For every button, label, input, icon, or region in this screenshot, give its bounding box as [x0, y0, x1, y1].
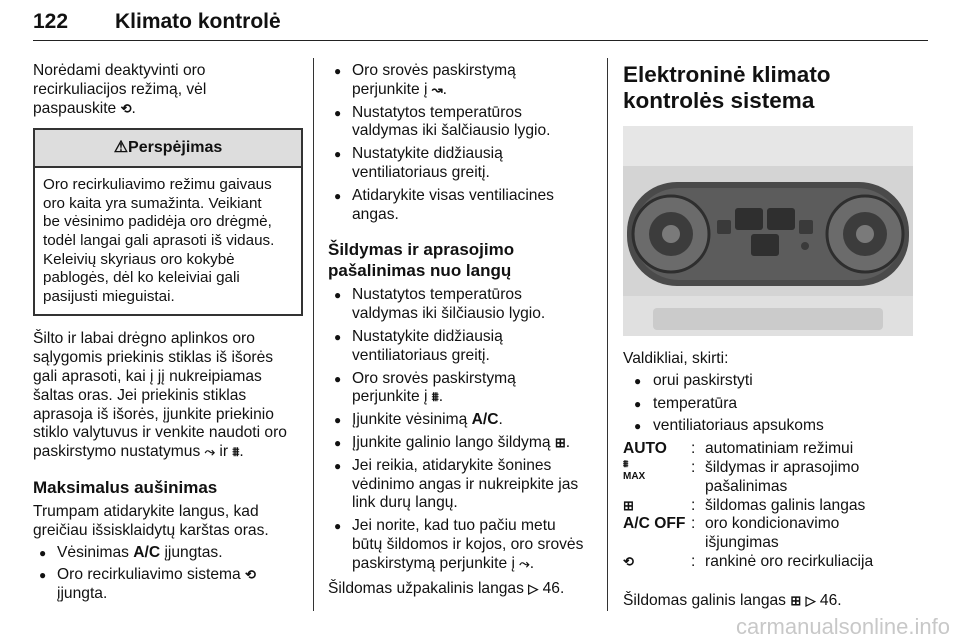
recirculation-icon: ⟲ [623, 553, 634, 569]
definition-row: A/C OFF : oro kondicionavimo išjungimas [623, 515, 840, 552]
face-vent-icon: ↝ [431, 81, 443, 97]
recirculation-icon: ⟲ [245, 567, 256, 583]
chapter-title: Klimato kontrolė [115, 10, 281, 33]
warning-header [35, 130, 301, 168]
list-item: ● ventiliatoriaus apsukoms [623, 417, 923, 436]
list-item: ● Oro srovės paskirstymą perjunkite į ↝. [328, 62, 598, 100]
rear-window-heat-icon: ⊞ [554, 434, 566, 450]
page-ref-icon: ▷ [528, 580, 539, 596]
max-defrost-icon: ⩩ MAX [623, 458, 646, 482]
column-divider-2 [607, 58, 608, 611]
list-item: ● Jei reikia, atidarykite šonines vėdinimo angas ir nukreipkite jas link durų langų. [328, 457, 598, 513]
definition-row: ⩩ MAX : šildymas ir aprasojimo pašalinimas [623, 458, 860, 495]
rear-window-heat-icon: ⊞ [623, 497, 634, 513]
windshield-feet-icon: ⤳ [519, 555, 530, 571]
windshield-defrost-icon: ⩩ [431, 389, 439, 405]
defrost-steps-list [328, 286, 598, 573]
max-cooling-heading: Maksimalus aušinimas [33, 477, 218, 497]
auto-key: AUTO [623, 440, 667, 458]
max-cooling-list [33, 544, 303, 604]
windshield-defrost-icon: ⩩ [232, 444, 240, 460]
header-rule [33, 40, 928, 41]
definition-row: AUTO : automatiniam režimui [623, 440, 854, 458]
column-1 [33, 62, 303, 608]
page-header [33, 8, 928, 42]
warning-box [33, 128, 303, 316]
max-cooling-intro: Trumpam atidarykite langus, kad greičiau išsisklaidytų karštas oras. [33, 502, 269, 539]
defrost-heading: Šildymas ir aprasojimo pašalinimas nuo langų [328, 240, 515, 281]
column-divider-1 [313, 58, 314, 611]
definition-row: ⟲ : rankinė oro recirkuliacija [623, 552, 874, 570]
rear-window-reference: Šildomas galinis langas ⊞ ▷ 46. [623, 591, 842, 609]
windshield-feet-icon: ⤳ [204, 444, 216, 460]
rear-window-reference: Šildomas užpakalinis langas ▷ 46. [328, 579, 565, 597]
column-3 [623, 62, 923, 611]
list-item: ● Oro recirkuliavimo sistema ⟲ įjungta. [33, 566, 303, 604]
controls-definitions [623, 440, 923, 572]
warning-body: Oro recirkuliavimo režimu gaivaus oro kaita yra sumažinta. Veikiant be vėsinimo padidėja oro drėgmė, todėl langai gali aprasoti iš vidaus. Keleivių skyriaus oro kokybė pablogės, dėl ko keleiviai gali pasijusti mieguistai. [43, 176, 275, 305]
section-title: Elektroninė klimato kontrolės sistema [623, 62, 831, 113]
controls-list [623, 372, 923, 436]
list-item: ● Vėsinimas A/C įjungtas. [33, 544, 303, 563]
warning-title: Perspėjimas [128, 139, 223, 157]
warning-triangle-icon: ⚠ [113, 139, 129, 157]
page-ref-icon: ▷ [805, 592, 816, 608]
intro-paragraph: Norėdami deaktyvinti oro recirkuliacijos režimą, vėl paspauskite ⟲. [33, 62, 207, 117]
list-item: ● Nustatytos temperatūros valdymas iki šilčiausio lygio. [328, 286, 598, 324]
list-item: ● Nustatytos temperatūros valdymas iki šalčiausio lygio. [328, 104, 598, 142]
list-item: ● Atidarykite visas ventiliacines angas. [328, 187, 598, 225]
list-item: ● Oro srovės paskirstymą perjunkite į ⩩. [328, 370, 598, 408]
watermark: carmanualsonline.info [735, 614, 950, 639]
list-item: ● temperatūra [623, 395, 923, 414]
list-item: ● Nustatykite didžiausią ventiliatoriaus greitį. [328, 145, 598, 183]
climate-panel-photo [623, 126, 913, 336]
list-item: ● Įjunkite galinio lango šildymą ⊞. [328, 434, 598, 453]
humid-paragraph: Šilto ir labai drėgno aplinkos oro sąlygomis priekinis stiklas iš išorės gali aprasoti, kai į jį nukreipiamas šaltas oras. Jei priekinis stiklas aprasoja iš išorės, įjunkite priekinio stiklo valytuvus ir venkite naudoti oro paskirstymo nustatymus ⤳ ir ⩩. [33, 330, 287, 461]
column-2 [328, 62, 598, 598]
rear-window-heat-icon: ⊞ [790, 592, 802, 608]
controls-intro: Valdikliai, skirti: [623, 350, 729, 367]
list-item: ● Įjunkite vėsinimą A/C. [328, 411, 598, 430]
list-item: ● Jei norite, kad tuo pačiu metu būtų šildomos ir kojos, oro srovės paskirstymą perjunkite į ⤳. [328, 517, 598, 573]
climate-panel-illustration [623, 126, 913, 336]
ac-off-key: A/C OFF [623, 515, 686, 533]
cooling-steps-list [328, 62, 598, 224]
page-number: 122 [33, 10, 69, 33]
recirculation-icon: ⟲ [120, 100, 132, 116]
footer [0, 612, 960, 642]
definition-row: ⊞ : šildomas galinis langas [623, 496, 866, 514]
list-item: ● orui paskirstyti [623, 372, 923, 391]
list-item: ● Nustatykite didžiausią ventiliatoriaus greitį. [328, 328, 598, 366]
